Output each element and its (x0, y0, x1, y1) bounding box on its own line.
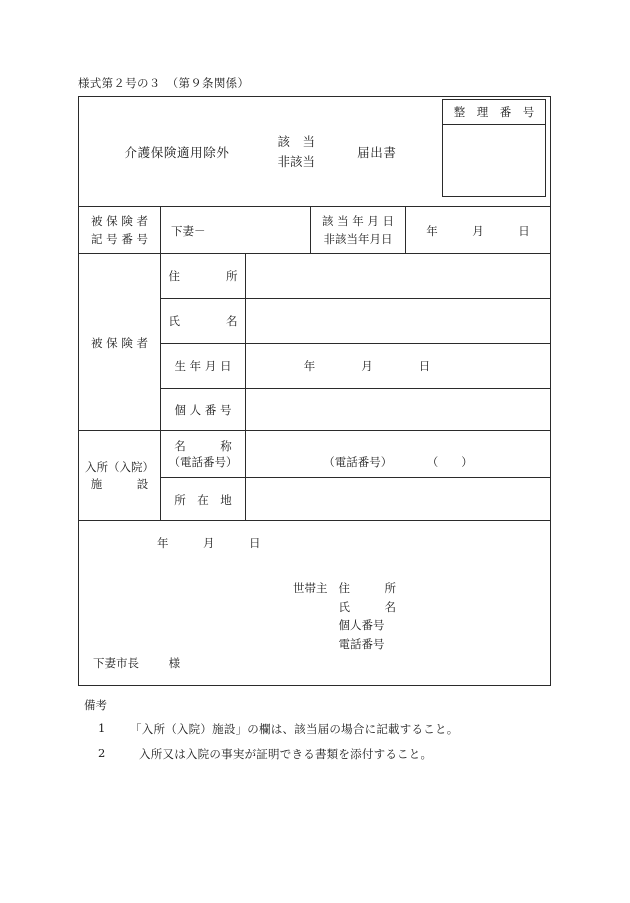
householder-name-label: 氏 名 (338, 599, 396, 614)
reference-number-field[interactable] (443, 125, 545, 197)
facility-name-phone-field[interactable]: （電話番号） （ ） (246, 431, 550, 478)
note-number: 1 (98, 721, 106, 735)
facility-phone-label-line2: （電話番号） (168, 455, 238, 469)
note-text: 「入所（入院）施設」の欄は、該当届の場合に記載すること。 (130, 722, 459, 736)
applicability-date-field[interactable]: 年 月 日 (426, 223, 530, 238)
householder-my-number-label: 個人番号 (338, 618, 385, 633)
facility-name-label (161, 431, 246, 478)
insured-number-label (79, 207, 161, 254)
householder-phone-label: 電話番号 (338, 636, 385, 651)
insured-person-block (79, 254, 550, 431)
option-not-applicable: 非該当 (277, 154, 316, 169)
form-title-tail: 届出書 (357, 145, 397, 160)
insured-address-label: 住 所 (161, 254, 246, 299)
insured-birthdate-field[interactable]: 年 月 日 (246, 344, 550, 389)
notes-title: 備考 (84, 698, 107, 712)
facility-location-label: 所 在 地 (161, 478, 246, 521)
insured-my-number-label: 個 人 番 号 (161, 389, 246, 431)
form-title-main: 介護保険適用除外 (124, 145, 230, 160)
form-title (79, 97, 442, 207)
note-text: 入所又は入院の事実が証明できる書類を添付すること。 (139, 747, 433, 761)
signature-block (79, 521, 550, 686)
header-row (79, 97, 550, 207)
form-table (78, 96, 551, 686)
insured-birthdate-label: 生 年 月 日 (161, 344, 246, 389)
insured-name-label: 氏 名 (161, 299, 246, 344)
householder-label: 世帯主 (293, 581, 328, 595)
addressee-line (93, 655, 180, 671)
insured-name-field[interactable] (246, 299, 550, 344)
addressee-honorific: 様 (168, 656, 181, 670)
insured-my-number-field[interactable] (246, 389, 550, 431)
facility-name-label-line1: 名 称 (174, 438, 232, 453)
facility-location-field[interactable] (246, 478, 550, 521)
applicable-date-label: 該 当 年 月 日 (321, 213, 395, 228)
facility-label-line1: 入所（入院） (85, 459, 154, 474)
insured-number-row (79, 207, 550, 254)
notes-section (84, 697, 458, 771)
option-applicable: 該 当 (277, 133, 316, 149)
note-number: 2 (98, 746, 106, 760)
insured-number-label-line1: 被 保 険 者 (91, 213, 148, 228)
note-item (84, 721, 458, 737)
insured-address-field[interactable] (246, 254, 550, 299)
note-item (84, 746, 458, 762)
insured-number-field[interactable]: 下妻－ (161, 207, 311, 254)
not-applicable-date-label: 非該当年月日 (323, 231, 393, 246)
householder-address-label: 住 所 (338, 581, 396, 595)
applicability-date-label (311, 207, 406, 254)
reference-number-box (442, 99, 546, 197)
applicability-options (278, 132, 316, 173)
addressee-label: 下妻市長 (93, 656, 139, 670)
householder-section (293, 579, 396, 654)
reference-number-label: 整 理 番 号 (443, 100, 545, 125)
submission-date-field[interactable]: 年 月 日 (157, 536, 261, 550)
insured-number-label-line2: 記 号 番 号 (91, 231, 148, 246)
facility-block (79, 431, 550, 521)
insured-person-label: 被 保 険 者 (79, 254, 161, 431)
form-number-label: 様式第２号の３ （第９条関係） (78, 76, 250, 90)
facility-label (79, 431, 161, 521)
facility-label-line2: 施 設 (90, 477, 149, 491)
